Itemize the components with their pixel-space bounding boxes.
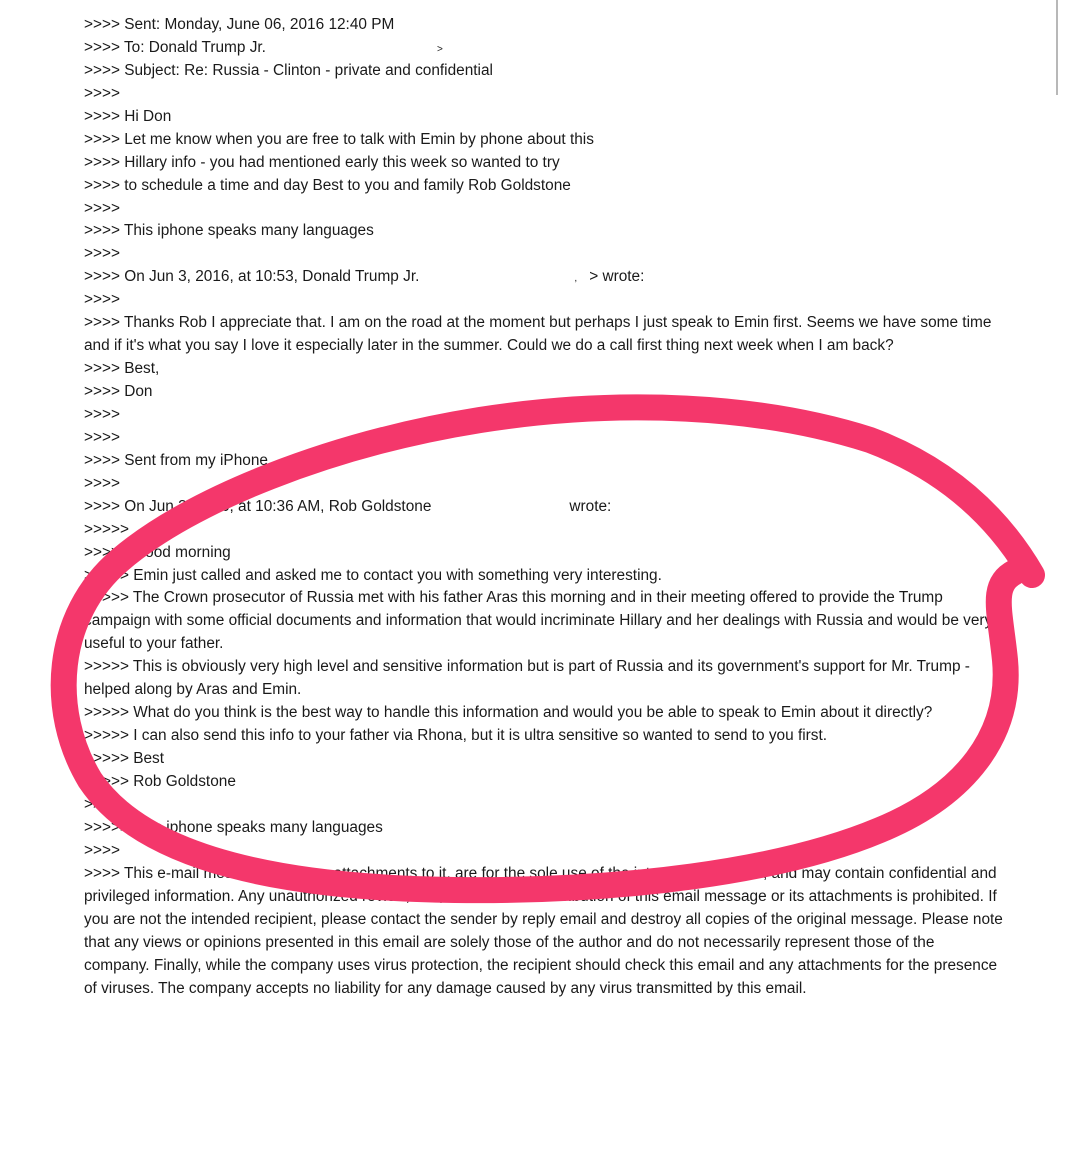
trump-reply-header-prefix: >>>> On Jun 3, 2016, at 10:53, Donald Trump Jr.	[84, 268, 420, 286]
to-text: >>>> To: Donald Trump Jr.	[84, 38, 266, 56]
iphone-note-line: >>>> This iphone speaks many languages	[84, 222, 374, 240]
trump-reply-body: >>>> Thanks Rob I appreciate that. I am on the road at the moment but perhaps I just speak to Emin first. Seems we have some time and if it's what you say I love it especially later in the summer. Could we do a call first thing next week when I am back?	[84, 314, 992, 355]
scan-edge-mark	[1056, 0, 1058, 95]
message-paragraph: >>>>> What do you think is the best way to handle this information and would you be able to speak to Emin about it directly?	[84, 704, 933, 722]
message-paragraph: >>>>> This is obviously very high level and sensitive information but is part of Russia and its government's support for Mr. Trump - helped along by Aras and Emin.	[84, 658, 970, 699]
followup-line: >>>> Hillary info - you had mentioned early this week so wanted to try	[84, 153, 560, 171]
quote-spacer-line: >>>>	[84, 199, 120, 217]
best-line: >>>>> Best	[84, 750, 165, 768]
trump-reply-header-suffix: > wrote:	[589, 268, 645, 286]
followup-line: >>>> Hi Don	[84, 107, 172, 125]
quote-spacer-line: >>>>>	[84, 796, 129, 814]
name-line: >>>>> Rob Goldstone	[84, 773, 236, 791]
quote-spacer-line: >>>>	[84, 84, 120, 102]
quote-spacer-line: >>>>	[84, 428, 120, 446]
original-header	[84, 496, 1004, 519]
quote-spacer-line: >>>>	[84, 291, 120, 309]
trump-signoff-line: >>>> Best,	[84, 360, 160, 378]
message-paragraph: >>>>> The Crown prosecutor of Russia met with his father Aras this morning and in their meeting offered to provide the Trump campaign with some official documents and information that would incriminate Hillary and her dealings with Russia and would be very useful to your father.	[84, 589, 993, 653]
trump-reply-header-mark: ,	[574, 273, 578, 285]
original-header-suffix: wrote:	[569, 497, 612, 515]
quote-spacer-line: >>>>	[84, 405, 120, 423]
quote-spacer-line: >>>>	[84, 245, 120, 263]
followup-line: >>>> to schedule a time and day Best to you and family Rob Goldstone	[84, 176, 571, 194]
quote-spacer-line: >>>>	[84, 474, 120, 492]
followup-line: >>>> Let me know when you are free to talk with Emin by phone about this	[84, 130, 594, 148]
sent-from-line: >>>> Sent from my iPhone	[84, 451, 268, 469]
quote-spacer-line: >>>>>	[84, 520, 129, 538]
sent-line: >>>> Sent: Monday, June 06, 2016 12:40 PM	[84, 16, 395, 33]
disclaimer-paragraph: >>>> This e-mail message, and any attachments to it, are for the sole use of the intended recipients, and may contain confidential and privileged information. Any unauthorized review, use, disclosure or distribution of this email message or its attachments is prohibited. If you are not the intended recipient, please contact the sender by reply email and destroy all copies of the original message. Please note that any views or opinions presented in this email are solely those of the author and do not necessarily represent those of the company. Finally, while the company uses virus protection, the recipient should check this email and any attachments for the presence of viruses. The company accepts no liability for any damage caused by any virus transmitted by this email.	[84, 864, 1003, 997]
subject-line: >>>> Subject: Re: Russia - Clinton - private and confidential	[84, 61, 493, 79]
message-paragraph: >>>>> Emin just called and asked me to contact you with something very interesting.	[84, 566, 662, 584]
iphone-note-line: >>>>> This iphone speaks many languages	[84, 818, 383, 836]
to-redaction-mark: >	[436, 43, 443, 55]
trump-reply-header	[84, 266, 1004, 289]
to-line	[84, 37, 1004, 60]
greeting-line: >>>>> Good morning	[84, 543, 231, 561]
trump-signoff-line: >>>> Don	[84, 383, 153, 401]
message-paragraph: >>>>> I can also send this info to your father via Rhona, but it is ultra sensitive so wanted to send to you first.	[84, 727, 828, 745]
quote-spacer-line: >>>>	[84, 841, 120, 859]
original-header-prefix: >>>> On Jun 3, 2016, at 10:36 AM, Rob Goldstone	[84, 497, 432, 515]
email-printout	[84, 14, 1004, 1001]
